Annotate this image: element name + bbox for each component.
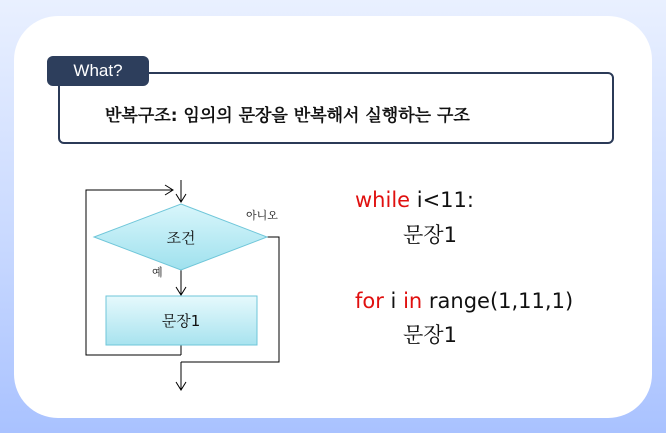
no-label: 아니오 (246, 209, 278, 222)
while-line (355, 188, 474, 212)
while-keyword: while (355, 188, 411, 212)
condition-label: 조건 (166, 229, 196, 247)
yes-label: 예 (152, 266, 163, 279)
for-variable: i (383, 289, 404, 313)
for-line (355, 289, 573, 313)
for-body: 문장1 (403, 323, 457, 347)
what-tag: What? (47, 56, 149, 86)
for-keyword: for (355, 289, 384, 313)
in-keyword: in (403, 289, 423, 313)
definition-text: 반복구조: 임의의 문장을 반복해서 실행하는 구조 (105, 106, 470, 126)
for-range: range(1,11,1) (422, 289, 574, 313)
process-label: 문장1 (161, 312, 201, 330)
while-body: 문장1 (403, 223, 457, 247)
while-condition: i<11: (410, 188, 474, 212)
